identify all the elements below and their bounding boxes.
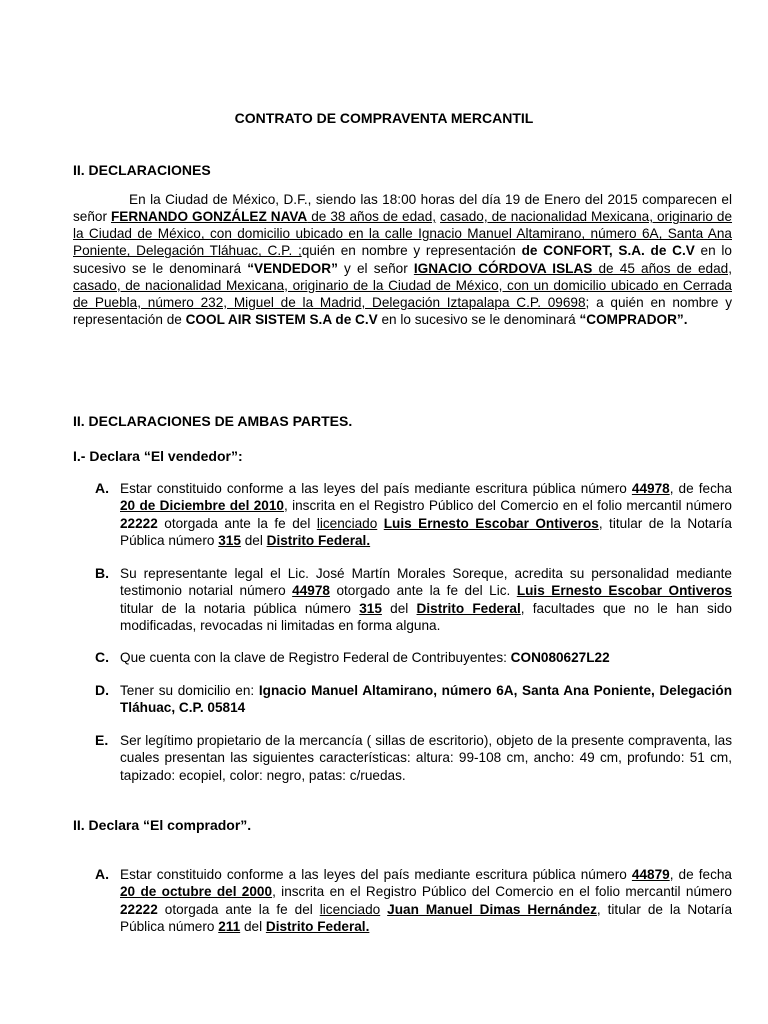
item-text: Su representante legal el Lic. José Martín Morales Soreque, acredita su personalidad mediante testimonio notarial número 44978 otorgado ante la fe del Lic. Luis Ernesto Escobar Ontiveros titular de la notaria pública número 315 del Distrito Federal, facultades que no le han sido modificadas, revocadas ni limitadas en forma alguna.: [120, 566, 732, 633]
item-letter: B.: [95, 565, 109, 581]
buyer-label: “COMPRADOR”.: [579, 312, 688, 328]
seller-label: “VENDEDOR”: [247, 260, 338, 276]
vendedor-declaration-d: [95, 682, 732, 717]
intro-text: y el señor: [337, 260, 414, 276]
intro-paragraph: [73, 191, 732, 328]
seller-company: de CONFORT, S.A. de C.V: [521, 243, 695, 259]
intro-text: ; a quién en nombre y representación de: [73, 294, 732, 328]
item-letter: A.: [95, 480, 109, 496]
buyer-details: de 45 años de edad, casado, de nacionalidad Mexicana, originario de la Ciudad de México, con un domicilio ubicado en Cerrada de Puebla, número 232, Miguel de la Madrid, Delegación Iztapalapa C.P. 09698: [73, 260, 732, 310]
seller-name: FERNANDO GONZÁLEZ NAVA: [111, 209, 308, 225]
item-letter: A.: [95, 866, 109, 882]
item-text: Ser legítimo propietario de la mercancía ( sillas de escritorio), objeto de la presente compraventa, las cuales presentan las siguientes características: altura: 99-108 cm, ancho: 49 cm, profundo: 51 cm, tapizado: ecopiel, color: negro, patas: c/ruedas.: [120, 733, 732, 783]
comprador-declaration-a: [95, 866, 732, 935]
vendedor-declaration-b: [95, 565, 732, 634]
item-letter: D.: [95, 682, 109, 698]
intro-text: En la Ciudad de México, D.F., siendo las 18:00 horas del día 19 de Enero del 2015 comparecen el señor: [73, 192, 732, 225]
item-letter: C.: [95, 649, 109, 665]
buyer-company: COOL AIR SISTEM S.A de C.V: [185, 312, 378, 328]
buyer-name: IGNACIO CÓRDOVA ISLAS: [413, 260, 593, 276]
intro-text: en lo sucesivo se le denominará: [377, 312, 580, 328]
section-heading-ambas-partes: II. DECLARACIONES DE AMBAS PARTES.: [73, 413, 353, 429]
item-text: Estar constituido conforme a las leyes del país mediante escritura pública número 44879, de fecha 20 de octubre del 2000, inscrita en el Registro Público del Comercio en el folio mercantil número 22222 otorgada ante la fe del licenciado Juan Manuel Dimas Hernández, titular de la Notaría Pública número 211 del Distrito Federal.: [120, 867, 733, 934]
intro-text: en lo sucesivo se le denominará: [73, 243, 732, 276]
subheading-comprador: II. Declara “El comprador”.: [73, 817, 252, 833]
intro-text: quién en nombre y representación: [301, 243, 522, 259]
vendedor-declaration-a: [95, 480, 732, 549]
section-heading-declaraciones: II. DECLARACIONES: [73, 162, 211, 178]
seller-details: casado, de nacionalidad Mexicana, originario de la Ciudad de México, con domicilio ubicado en la calle Ignacio Manuel Altamirano, número 6A, Santa Ana Poniente, Delegación Tláhuac, C.P. ;: [73, 209, 733, 259]
subheading-vendedor: I.- Declara “El vendedor”:: [73, 448, 243, 464]
item-text: Que cuenta con la clave de Registro Federal de Contribuyentes: CON080627L22: [120, 650, 610, 665]
seller-age: de 38 años de edad,: [307, 209, 437, 225]
item-text: Tener su domicilio en: Ignacio Manuel Altamirano, número 6A, Santa Ana Poniente, Delegación Tláhuac, C.P. 05814: [120, 683, 732, 716]
item-text: Estar constituido conforme a las leyes del país mediante escritura pública número 44978, de fecha 20 de Diciembre del 2010, inscrita en el Registro Público del Comercio en el folio mercantil número 22222 otorgada ante la fe del licenciado Luis Ernesto Escobar Ontiveros, titular de la Notaría Pública número 315 del Distrito Federal.: [120, 481, 732, 548]
vendedor-declaration-e: [95, 732, 732, 784]
item-letter: E.: [95, 732, 109, 748]
document-title: CONTRATO DE COMPRAVENTA MERCANTIL: [234, 110, 534, 126]
vendedor-declaration-c: [95, 649, 732, 666]
